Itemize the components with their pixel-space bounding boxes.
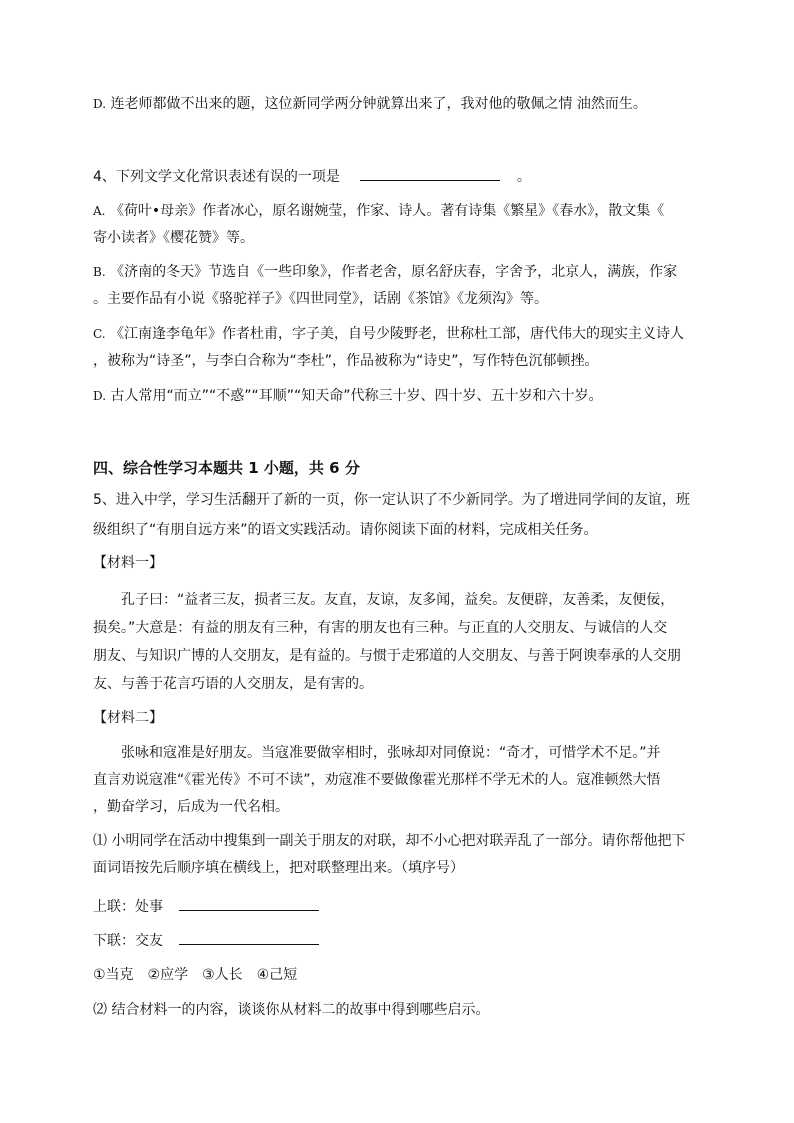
section-heading bbox=[93, 458, 360, 478]
q4-option-a-line1 bbox=[93, 201, 664, 221]
material-one-line1: 孔子曰：“益者三友，损者三友。友直，友谅，友多闻，益矣。友便辟，友善柔，友便佞， bbox=[121, 592, 675, 608]
upper-answer-blank[interactable] bbox=[179, 896, 319, 911]
heading-text: 分 bbox=[344, 459, 360, 477]
material-one-line2: 损矣。”大意是：有益的朋友有三种，有害的朋友也有三种。与正直的人交朋友、与诚信的人交 bbox=[93, 620, 668, 636]
question-stem: 4、下列文学文化常识表述有误的一项是 bbox=[93, 169, 340, 185]
q4-option-a-line2: 寄小读者》《樱花赞》等。 bbox=[93, 230, 254, 246]
material-one-line3: 朋友、与知识广博的人交朋友，是有益的。与惯于走邪道的人交朋友、与善于阿谀奉承的人交朋 bbox=[93, 648, 681, 664]
sub-question-1-line1: ⑴ 小明同学在活动中搜集到一副关于朋友的对联，却不小心把对联弄乱了一部分。请你帮他把下 bbox=[93, 833, 686, 849]
q4-option-b-line1 bbox=[93, 262, 677, 282]
material-one-line4: 友、与善于花言巧语的人交朋友，是有害的。 bbox=[93, 676, 373, 692]
option-text: 《江南逢李龟年》作者杜甫，字子美，自号少陵野老，世称杜工部，唐代伟大的现实主义诗人 bbox=[110, 326, 685, 342]
q4-option-c-line2: ，被称为“诗圣”，与李白合称为“李杜”，作品被称为“诗史”，写作特色沉郁顿挫。 bbox=[93, 353, 599, 369]
q4-option-d bbox=[93, 386, 603, 406]
q4-option-c-line1 bbox=[93, 324, 684, 344]
q4-stem bbox=[93, 166, 531, 187]
word-options: ①当克 ②应学 ③人长 ④己短 bbox=[93, 967, 298, 983]
sub-question-2: ⑵ 结合材料一的内容，谈谈你从材料二的故事中得到哪些启示。 bbox=[93, 1002, 490, 1018]
material-two-line2: 直言劝说寇准“《霍光传》不可不读”，劝寇准不要做像霍光那样不学无术的人。寇准顿然大悟 bbox=[93, 772, 661, 788]
answer-blank[interactable] bbox=[360, 166, 500, 181]
option-text: 《济南的冬天》节选自《一些印象》，作者老舍，原名舒庆春，字舍予，北京人，满族，作家 bbox=[110, 264, 678, 280]
option-letter: A. bbox=[93, 204, 106, 218]
sub-question-1-line2: 面词语按先后顺序填在横线上，把对联整理出来。（填序号） bbox=[93, 860, 464, 876]
material-one-title: 【材料一】 bbox=[93, 555, 163, 571]
material-two-line3: ，勤奋学习，后成为一代名相。 bbox=[93, 799, 289, 815]
heading-number: 6 bbox=[329, 459, 340, 477]
q3-option-d bbox=[93, 94, 647, 114]
option-letter: C. bbox=[93, 327, 106, 341]
q5-intro-line2: 级组织了“有朋自远方来”的语文实践活动。请你阅读下面的材料，完成相关任务。 bbox=[93, 522, 598, 538]
heading-number: 1 bbox=[248, 459, 259, 477]
upper-label: 上联：处事 bbox=[93, 899, 163, 915]
material-two-line1: 张咏和寇准是好朋友。当寇准要做宰相时，张咏却对同僚说：“奇才，可惜学术不足。”并 bbox=[121, 745, 661, 761]
option-letter: D. bbox=[93, 389, 107, 403]
couplet-upper bbox=[93, 896, 319, 917]
lower-label: 下联：交友 bbox=[93, 933, 163, 949]
couplet-lower bbox=[93, 930, 319, 951]
stem-end: 。 bbox=[516, 169, 531, 185]
material-two-title: 【材料二】 bbox=[93, 710, 163, 726]
q5-intro-line1: 5、进入中学，学习生活翻开了新的一页，你一定认识了不少新同学。为了增进同学间的友谊，班 bbox=[93, 492, 690, 508]
option-letter: B. bbox=[93, 265, 106, 279]
lower-answer-blank[interactable] bbox=[179, 930, 319, 945]
option-text: 古人常用“而立”“不惑”“耳顺”“知天命”代称三十岁、四十岁、五十岁和六十岁。 bbox=[110, 388, 603, 404]
heading-text: 四、综合性学习本题共 bbox=[93, 459, 244, 477]
option-text: 《荷叶•母亲》作者冰心，原名谢婉莹，作家、诗人。著有诗集《繁星》《春水》，散文集《 bbox=[109, 203, 665, 219]
q4-option-b-line2: 。主要作品有小说《骆驼祥子》《四世同堂》，话剧《茶馆》《龙须沟》等。 bbox=[93, 291, 548, 307]
option-letter: D. bbox=[93, 97, 107, 111]
heading-text: 小题，共 bbox=[263, 459, 324, 477]
option-text: 连老师都做不出来的题，这位新同学两分钟就算出来了，我对他的敬佩之情 油然而生。 bbox=[110, 96, 647, 112]
